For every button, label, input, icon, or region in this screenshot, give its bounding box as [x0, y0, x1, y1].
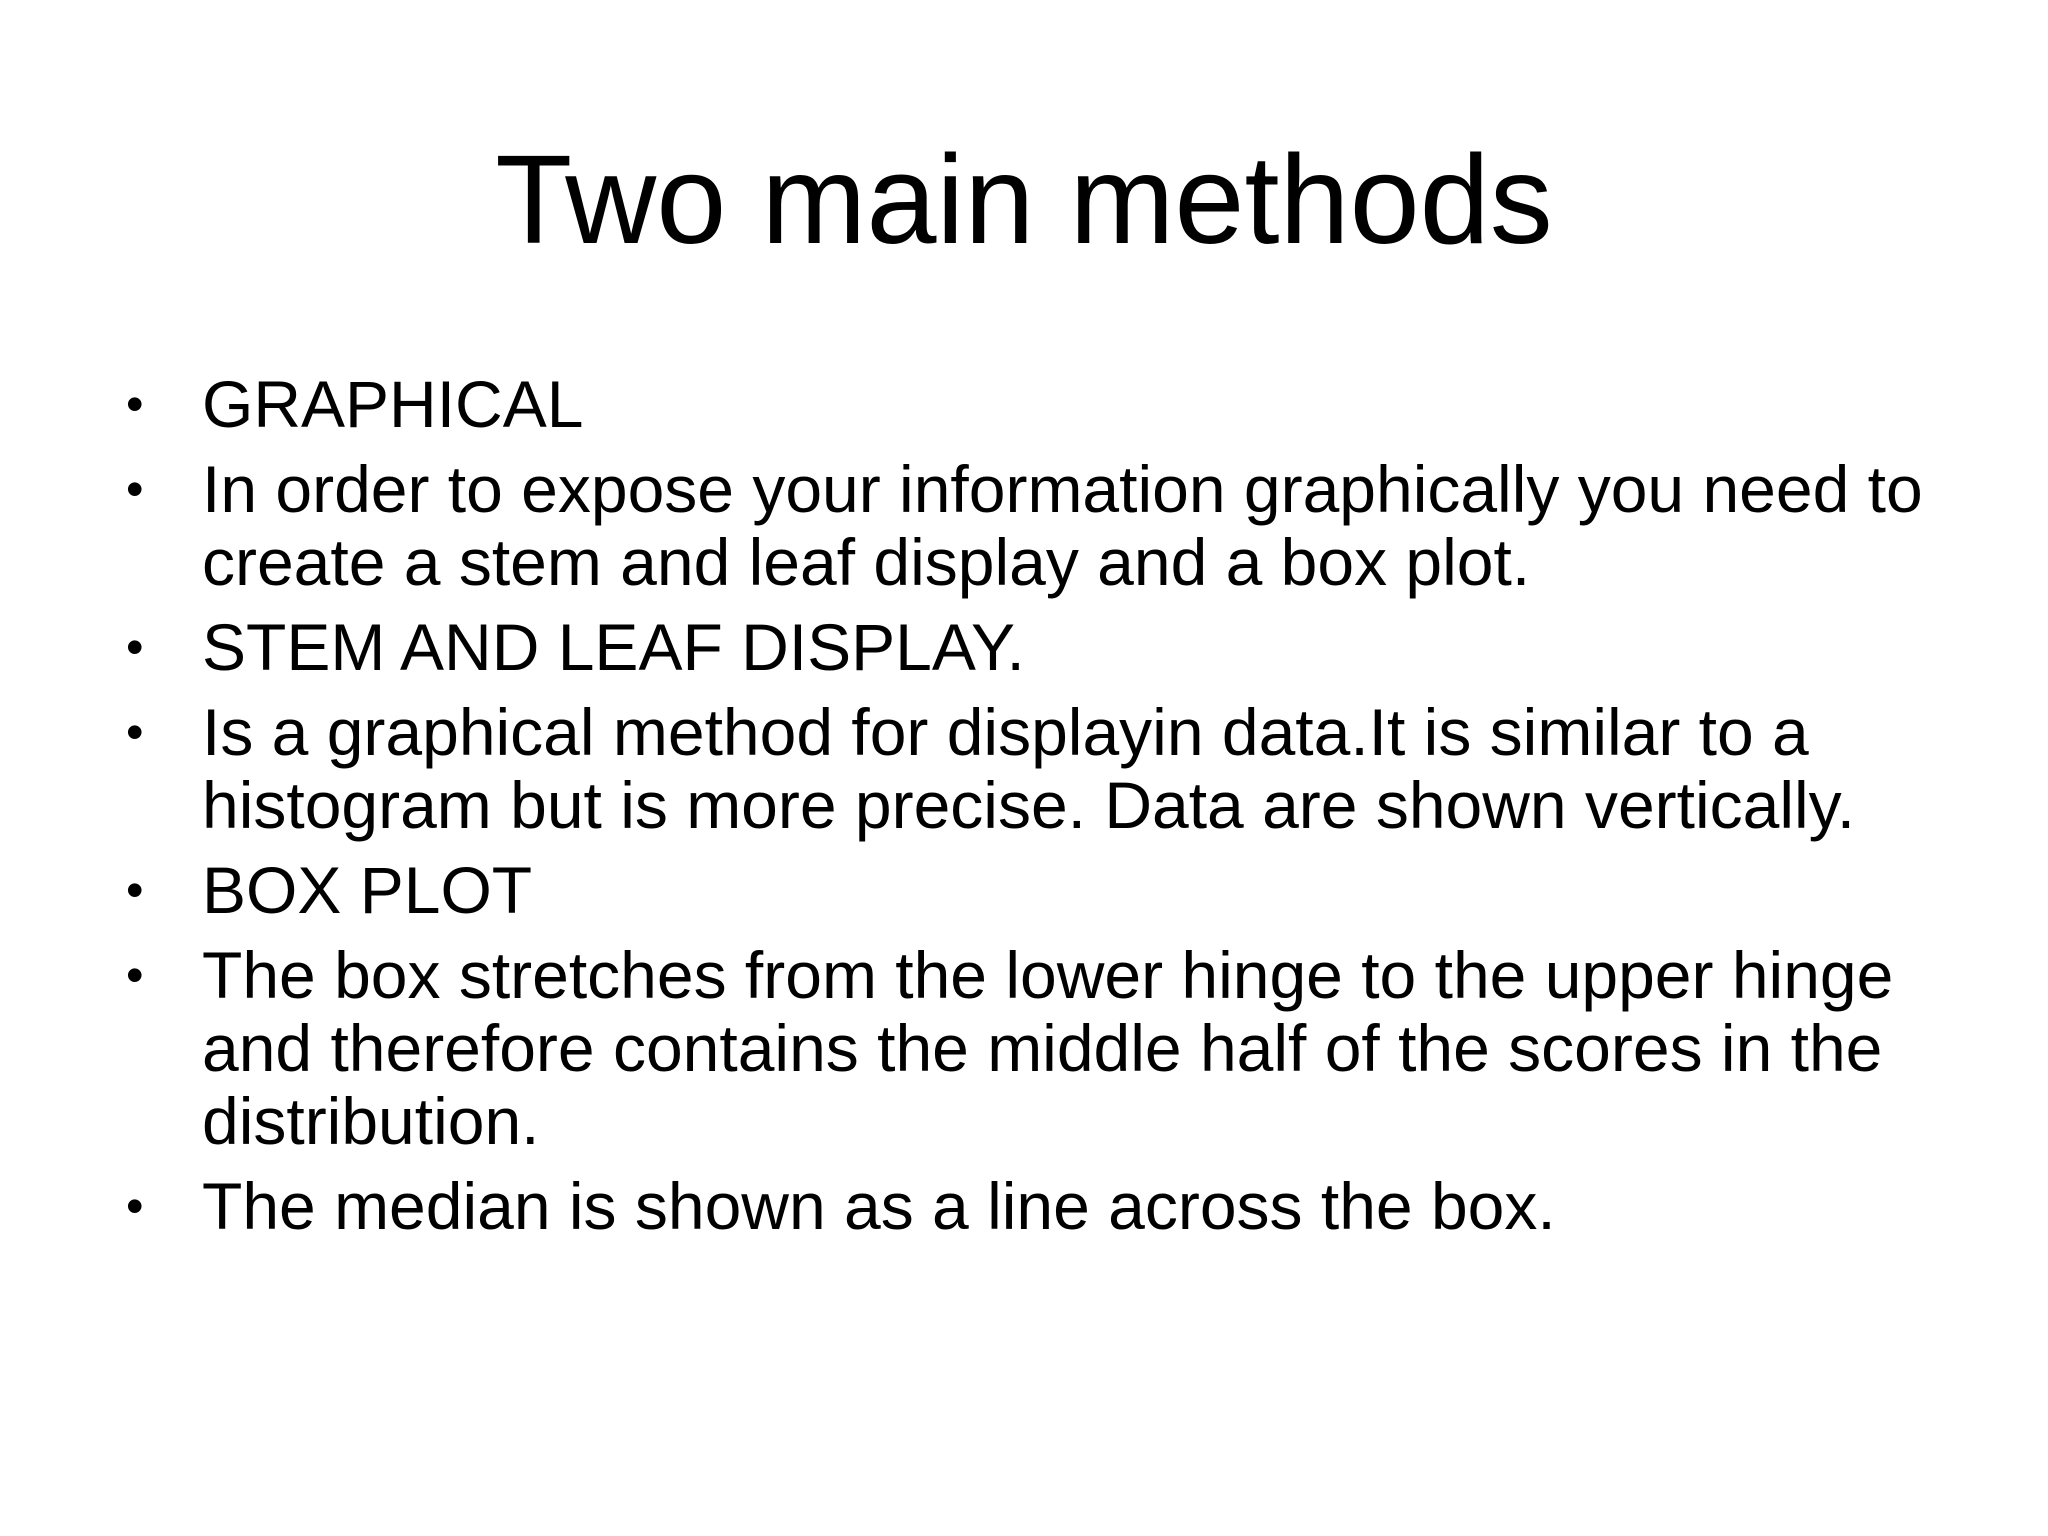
bullet-text: BOX PLOT [202, 853, 533, 927]
bullet-icon: • [126, 862, 144, 918]
bullet-text: STEM AND LEAF DISPLAY. [202, 610, 1025, 684]
bullet-icon: • [126, 947, 144, 1003]
bullet-icon: • [126, 1178, 144, 1234]
bullet-item [118, 611, 1998, 684]
bullet-item [118, 939, 1998, 1158]
bullet-item [118, 1170, 1998, 1243]
bullet-text: The median is shown as a line across the box. [202, 1169, 1556, 1243]
bullet-item [118, 453, 1998, 599]
slide-title: Two main methods [495, 129, 1553, 270]
bullet-icon: • [126, 376, 144, 432]
bullet-text: In order to expose your information graphically you need to create a stem and leaf display and a box plot. [202, 452, 1923, 599]
bullet-text: GRAPHICAL [202, 367, 584, 441]
bullet-list [118, 368, 1998, 1255]
bullet-icon: • [126, 619, 144, 675]
bullet-icon: • [126, 704, 144, 760]
bullet-text: Is a graphical method for displayin data.It is similar to a histogram but is more precise. Data are shown vertically. [202, 695, 1856, 842]
bullet-item [118, 696, 1998, 842]
bullet-item [118, 854, 1998, 927]
bullet-icon: • [126, 461, 144, 517]
bullet-text: The box stretches from the lower hinge to the upper hinge and therefore contains the middle half of the scores in the distribution. [202, 938, 1894, 1158]
bullet-item [118, 368, 1998, 441]
